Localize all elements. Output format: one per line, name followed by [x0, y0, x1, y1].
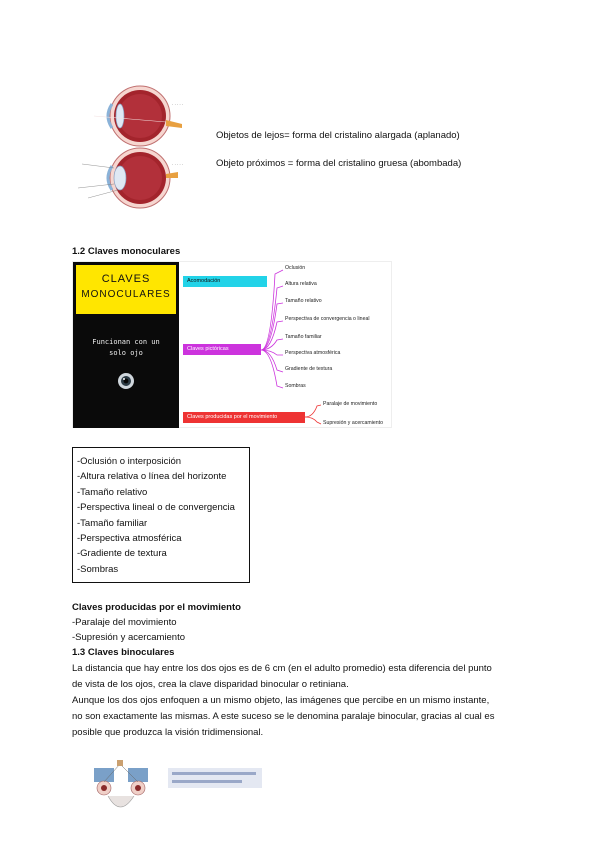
mindmap-card-title-line1: CLAVES — [101, 273, 151, 285]
mindmap-leaf: Supresión y acercamiento — [323, 420, 383, 426]
mindmap-card-subtitle-line1: Funcionan con un — [92, 338, 160, 346]
section-title-monoculares: 1.2 Claves monoculares — [72, 246, 181, 257]
list-item: -Oclusión o interposición — [77, 456, 182, 467]
eye-caption-far: Objetos de lejos= forma del cristalino alargada (aplanado) — [216, 130, 460, 141]
list-item: -Paralaje del movimiento — [72, 617, 177, 628]
list-item: -Tamaño familiar — [77, 517, 148, 529]
mindmap-card-subtitle — [73, 337, 179, 359]
binocular-eyes-figure — [86, 756, 262, 816]
mindmap-leaf: Sombras — [285, 383, 306, 389]
list-item: -Altura relativa o línea del horizonte — [77, 471, 227, 483]
paragraph-line: de vista de los ojos, crea la clave disparidad binocular o retiniana. — [72, 679, 349, 690]
list-item: -Perspectiva lineal o de convergencia — [77, 502, 235, 514]
mindmap-leaf: Paralaje de movimiento — [323, 401, 378, 407]
eye-caption-near: Objeto próximos = forma del cristalino gruesa (abombada) — [216, 158, 462, 169]
list-item: -Perspectiva atmosférica — [77, 533, 182, 545]
mindmap-node-pictoricas: Claves pictóricas — [183, 344, 261, 355]
eye-illustration — [74, 76, 194, 214]
mindmap-leaf: Tamaño familiar — [285, 334, 322, 340]
eye-diagram — [74, 76, 194, 214]
list-item: -Supresión y acercamiento — [72, 632, 185, 643]
list-item: -Gradiente de textura — [77, 548, 167, 560]
mindmap-leaf: Perspectiva atmosférica — [285, 350, 341, 356]
mindmap-card-title-line2: MONOCULARES — [81, 289, 171, 300]
list-item: -Tamaño relativo — [77, 486, 148, 498]
paragraph-line: Aunque los dos ojos enfoquen a un mismo objeto, las imágenes que percibe en un mismo instante, — [72, 695, 490, 706]
svg-text:· · · · ·: · · · · · — [172, 162, 184, 167]
mindmap-image — [72, 261, 392, 428]
movement-section-title: Claves producidas por el movimiento — [72, 602, 241, 613]
mindmap-leaf: Oclusión — [285, 265, 306, 271]
mindmap-node-movimiento: Claves producidas por el movimiento — [183, 412, 305, 423]
svg-text:· · · · ·: · · · · · — [172, 102, 184, 107]
binocular-illustration — [86, 756, 262, 816]
mindmap-card — [73, 262, 179, 428]
mindmap-leaf: Altura relativa — [285, 281, 317, 287]
paragraph-line: no son exactamente las mismas. A este suceso se le denomina paralaje binocular, gracias al cual es — [72, 711, 495, 722]
mindmap-node-acomodacion: Acomodación — [183, 276, 267, 287]
eye-icon — [116, 372, 136, 390]
list-item: -Sombras — [77, 563, 119, 575]
paragraph-line: La distancia que hay entre los dos ojos es de 6 cm (en el adulto promedio) esta diferencia del punto — [72, 663, 492, 674]
mindmap-card-subtitle-line2: solo ojo — [109, 349, 143, 357]
paragraph-line: posible que produzca la visión tridimensional. — [72, 727, 264, 738]
mindmap-leaf: Perspectiva de convergencia o lineal — [285, 316, 370, 322]
mindmap-card-title-box — [76, 265, 176, 314]
mindmap-leaf: Tamaño relativo — [285, 298, 322, 304]
monocular-list-box — [72, 447, 250, 583]
mindmap-leaf: Gradiente de textura — [285, 366, 333, 372]
section-title-binoculares: 1.3 Claves binoculares — [72, 647, 175, 658]
